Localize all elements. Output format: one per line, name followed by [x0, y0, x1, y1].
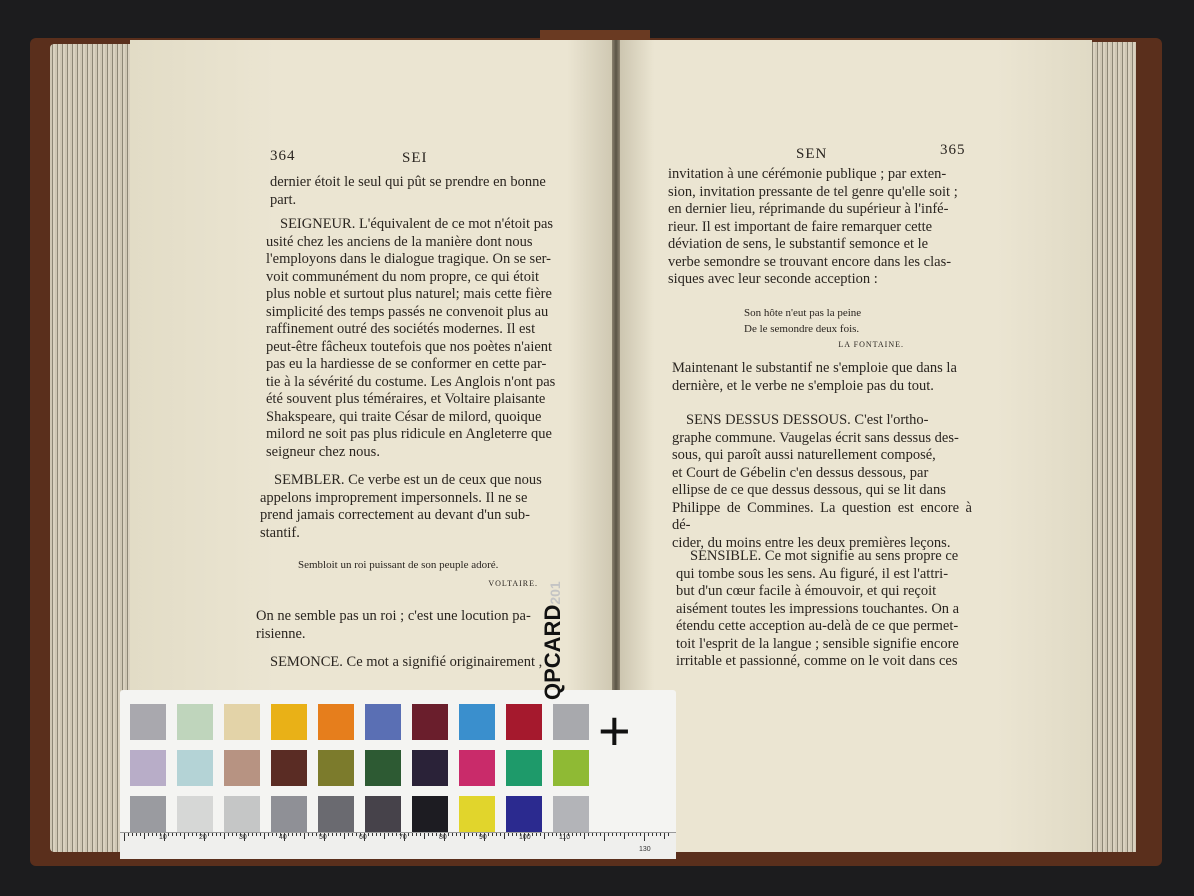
- ruler-label: 110: [559, 834, 571, 841]
- ruler-tick: [148, 833, 149, 836]
- ruler-label: 90: [479, 834, 487, 841]
- text-line: but d'un cœur facile à émouvoir, et qui reçoit: [676, 583, 937, 599]
- color-swatch: [553, 796, 589, 832]
- color-swatch: [412, 750, 448, 786]
- color-swatch: [177, 704, 213, 740]
- ruler-tick: [448, 833, 449, 836]
- ruler-tick: [124, 833, 125, 841]
- ruler-tick: [552, 833, 553, 836]
- ruler-tick: [396, 833, 397, 836]
- ruler-tick: [496, 833, 497, 836]
- text-line: appelons improprement impersonnels. Il ne se: [260, 489, 528, 506]
- left-page-number: 364: [270, 148, 296, 164]
- text-line: C'est l'ortho-: [850, 412, 929, 428]
- text-line: dernier étoit le seul qui pût se prendre en bonne: [270, 174, 546, 190]
- left-text-top: [270, 174, 568, 209]
- left-running-head: SEI: [402, 150, 428, 166]
- ruler-tick: [436, 833, 437, 836]
- ruler-label: 20: [199, 834, 207, 841]
- text-line: L'équivalent de ce mot n'étoit pas: [355, 216, 554, 232]
- color-swatch: [224, 796, 260, 832]
- ruler-tick: [516, 833, 517, 836]
- color-swatch: [177, 750, 213, 786]
- color-swatch: [506, 750, 542, 786]
- ruler-tick: [356, 833, 357, 836]
- text-line: stantif.: [260, 524, 300, 541]
- quote-line: Son hôte n'eut pas la peine: [744, 307, 862, 319]
- text-line: pas eu la hardiesse de se conformer en cette par-: [266, 356, 547, 372]
- ruler-tick: [492, 833, 493, 836]
- ruler-tick: [260, 833, 261, 836]
- ruler-tick: [408, 833, 409, 836]
- ruler-tick: [232, 833, 233, 836]
- ruler-tick: [372, 833, 373, 836]
- ruler-label: 30: [239, 834, 247, 841]
- ruler-tick: [592, 833, 593, 836]
- entry-heading: SENS DESSUS DESSOUS.: [686, 412, 851, 428]
- color-swatch: [224, 750, 260, 786]
- text-line: invitation à une cérémonie publique ; par exten-: [668, 166, 947, 182]
- ruler-tick: [272, 833, 273, 836]
- ruler-tick: [368, 833, 369, 836]
- ruler-label: 130: [639, 846, 651, 853]
- color-swatch: [318, 704, 354, 740]
- ruler-tick: [652, 833, 653, 836]
- ruler-tick: [184, 833, 185, 839]
- ruler-tick: [352, 833, 353, 836]
- text-line: sion, invitation pressante de tel genre qu'elle soit ;: [668, 183, 958, 200]
- ruler-tick: [556, 833, 557, 836]
- entry-heading: SEMONCE.: [270, 654, 343, 670]
- ruler-tick: [612, 833, 613, 836]
- text-line: qui tombe sous les sens. Au figuré, il est l'attri-: [676, 565, 949, 582]
- color-swatch: [224, 704, 260, 740]
- ruler-tick: [392, 833, 393, 836]
- text-line: prend jamais correctement au devant d'un sub-: [260, 507, 530, 523]
- text-line: irritable et passionné, comme on le voit dans ces: [676, 653, 958, 669]
- quote-line: Sembloit un roi puissant de son peuple adoré.: [298, 559, 499, 571]
- ruler-tick: [128, 833, 129, 836]
- left-quote: [298, 558, 538, 591]
- text-line: déviation de sens, le substantif semonce et le: [668, 236, 929, 252]
- ruler-tick: [344, 833, 345, 839]
- ruler-tick: [452, 833, 453, 836]
- text-line: Ce mot signifie au sens propre ce: [761, 548, 959, 564]
- color-swatch: [130, 796, 166, 832]
- quote-source: VOLTAIRE.: [488, 579, 538, 588]
- color-swatch: [459, 750, 495, 786]
- ruler-tick: [476, 833, 477, 836]
- ruler-tick: [584, 833, 585, 839]
- color-swatch: [506, 704, 542, 740]
- ruler-tick: [264, 833, 265, 839]
- ruler-tick: [188, 833, 189, 836]
- ruler-tick: [152, 833, 153, 836]
- ruler-label: 70: [399, 834, 407, 841]
- text-line: rieur. Il est important de faire remarquer cette: [668, 218, 933, 235]
- ruler-tick: [464, 833, 465, 839]
- ruler-tick: [548, 833, 549, 836]
- ruler-tick: [472, 833, 473, 836]
- color-swatch: [365, 796, 401, 832]
- text-line: milord ne soit pas plus ridicule en Angleterre que: [266, 426, 552, 442]
- ruler-tick: [664, 833, 665, 839]
- ruler-tick: [388, 833, 389, 836]
- ruler-tick: [168, 833, 169, 836]
- ruler-tick: [288, 833, 289, 836]
- right-running-head: SEN: [796, 146, 828, 162]
- ruler-tick: [316, 833, 317, 836]
- ruler-tick: [588, 833, 589, 836]
- color-swatch: [412, 796, 448, 832]
- text-line: tie à la sévérité du costume. Les Anglois n'ont pas: [266, 373, 556, 390]
- ruler-tick: [608, 833, 609, 836]
- ruler-tick: [292, 833, 293, 836]
- ruler-tick: [328, 833, 329, 836]
- text-line: simplicité des temps passés ne convenoit plus au: [266, 303, 549, 320]
- color-swatch: [459, 704, 495, 740]
- ruler-tick: [572, 833, 573, 836]
- ruler-tick: [276, 833, 277, 836]
- text-line: voit communément du nom propre, ce qui étoit: [266, 268, 540, 285]
- right-page-edges: [1090, 42, 1136, 852]
- text-line: On ne semble pas un roi ; c'est une locution pa-: [256, 608, 531, 624]
- ruler-tick: [504, 833, 505, 839]
- color-swatch: [130, 750, 166, 786]
- ruler-tick: [632, 833, 633, 836]
- text-line: risienne.: [256, 625, 306, 642]
- quote-line: De le semondre deux fois.: [744, 323, 860, 335]
- text-line: seigneur chez nous.: [266, 443, 380, 460]
- ruler-tick: [196, 833, 197, 836]
- ruler-tick: [668, 833, 669, 836]
- ruler-tick: [308, 833, 309, 836]
- ruler-tick: [300, 833, 301, 836]
- text-line: étendu cette acception au-delà de ce que permet-: [676, 618, 959, 634]
- ruler-tick: [644, 833, 645, 841]
- brand-model: 201: [547, 581, 563, 605]
- text-line: toit l'esprit de la langue ; sensible signifie encore: [676, 635, 959, 652]
- ruler-tick: [296, 833, 297, 836]
- text-line: dernière, et le verbe ne s'emploie pas du tout.: [672, 377, 934, 394]
- ruler-tick: [424, 833, 425, 839]
- ruler-tick: [132, 833, 133, 836]
- ruler-tick: [576, 833, 577, 836]
- ruler-tick: [192, 833, 193, 836]
- text-line: été souvent plus téméraires, et Voltaire plaisante: [266, 391, 546, 407]
- ruler-tick: [216, 833, 217, 836]
- crosshair-mark: +: [598, 699, 631, 762]
- color-swatch: [365, 750, 401, 786]
- entry-sensible: [676, 548, 974, 671]
- text-line: et Court de Gébelin c'en dessus dessous, par: [672, 464, 929, 481]
- ruler-tick: [236, 833, 237, 836]
- color-swatch: [318, 796, 354, 832]
- brand-name: QPCARD: [540, 604, 565, 700]
- text-line: plus noble et surtout plus naturel; mais cette fière: [266, 286, 552, 302]
- text-line: verbe semondre se trouvant encore dans les clas-: [668, 253, 952, 270]
- ruler-tick: [180, 833, 181, 836]
- ruler-tick: [224, 833, 225, 839]
- text-line: raffinement outré des sociétés modernes. Il est: [266, 321, 536, 337]
- text-line: Shakspeare, qui traite César de milord, quoique: [266, 408, 542, 425]
- ruler-tick: [628, 833, 629, 836]
- ruler-tick: [532, 833, 533, 836]
- entry-seigneur: [266, 216, 566, 461]
- ruler-tick: [616, 833, 617, 836]
- left-after-quote: [256, 608, 556, 643]
- ruler-tick: [432, 833, 433, 836]
- text-line: siques avec leur seconde acception :: [668, 271, 878, 287]
- text-line: sous, qui paroît aussi naturellement composé,: [672, 447, 936, 463]
- ruler-tick: [512, 833, 513, 836]
- ruler-tick: [336, 833, 337, 836]
- ruler-tick: [380, 833, 381, 836]
- right-after-quote: [672, 360, 970, 395]
- ruler-tick: [416, 833, 417, 836]
- ruler-tick: [600, 833, 601, 836]
- color-swatch: [553, 704, 589, 740]
- ruler-label: 10: [159, 834, 167, 841]
- ruler-tick: [656, 833, 657, 836]
- ruler-label: 50: [319, 834, 327, 841]
- ruler-tick: [268, 833, 269, 836]
- ruler-tick: [412, 833, 413, 836]
- card-brand: [540, 581, 566, 700]
- ruler-tick: [228, 833, 229, 836]
- entry-heading: SENSIBLE.: [690, 548, 762, 564]
- ruler-label: 100: [519, 834, 531, 841]
- ruler-tick: [648, 833, 649, 836]
- color-swatch: [553, 750, 589, 786]
- text-line: Maintenant le substantif ne s'emploie que dans la: [672, 360, 957, 376]
- color-swatch: [271, 796, 307, 832]
- ruler-tick: [176, 833, 177, 836]
- text-line: peut-être fâcheux toutefois que nos poètes n'aient: [266, 338, 553, 355]
- text-line: Philippe de Commines. La question est encore à dé-: [672, 499, 972, 533]
- ruler-tick: [312, 833, 313, 836]
- color-swatch: [506, 796, 542, 832]
- ruler-tick: [172, 833, 173, 836]
- ruler-tick: [208, 833, 209, 836]
- color-swatch: [365, 704, 401, 740]
- ruler-tick: [468, 833, 469, 836]
- ruler-label: 80: [439, 834, 447, 841]
- right-quote: [744, 306, 904, 352]
- color-swatch: [271, 750, 307, 786]
- text-line: Ce verbe est un de ceux que nous: [344, 472, 542, 488]
- ruler-tick: [420, 833, 421, 836]
- ruler-tick: [620, 833, 621, 836]
- ruler-tick: [156, 833, 157, 836]
- color-swatch: [412, 704, 448, 740]
- ruler-label: 60: [359, 834, 367, 841]
- ruler-tick: [536, 833, 537, 836]
- ruler-tick: [220, 833, 221, 836]
- color-swatch: [177, 796, 213, 832]
- ruler-tick: [540, 833, 541, 836]
- text-line: graphe commune. Vaugelas écrit sans dessus des-: [672, 429, 959, 446]
- ruler-tick: [348, 833, 349, 836]
- ruler-tick: [508, 833, 509, 836]
- ruler: [120, 832, 676, 859]
- entry-semonce: [256, 654, 556, 672]
- entry-sembler: [260, 472, 560, 542]
- text-line: cider, du moins entre les deux premières leçons.: [672, 534, 951, 551]
- ruler-tick: [640, 833, 641, 836]
- text-line: aisément toutes les impressions touchantes. On a: [676, 600, 960, 617]
- ruler-tick: [544, 833, 545, 839]
- ruler-tick: [340, 833, 341, 836]
- text-line: usité chez les anciens de la manière dont nous: [266, 233, 533, 250]
- text-line: Ce mot a signifié originairement ,: [342, 654, 543, 670]
- color-swatch: [459, 796, 495, 832]
- ruler-tick: [428, 833, 429, 836]
- ruler-tick: [624, 833, 625, 839]
- ruler-label: 40: [279, 834, 287, 841]
- right-page-number: 365: [940, 142, 966, 158]
- ruler-tick: [212, 833, 213, 836]
- ruler-tick: [604, 833, 605, 841]
- ruler-tick: [580, 833, 581, 836]
- color-swatch: [271, 704, 307, 740]
- ruler-tick: [660, 833, 661, 836]
- entry-sens-dessus-dessous: [672, 412, 972, 552]
- color-swatch: [318, 750, 354, 786]
- ruler-tick: [596, 833, 597, 836]
- entry-heading: SEIGNEUR.: [280, 216, 356, 232]
- ruler-tick: [488, 833, 489, 836]
- ruler-tick: [252, 833, 253, 836]
- right-text-top: [668, 166, 968, 289]
- ruler-tick: [304, 833, 305, 839]
- text-line: l'employons dans le dialogue tragique. On se ser-: [266, 251, 552, 267]
- ruler-tick: [248, 833, 249, 836]
- ruler-tick: [136, 833, 137, 836]
- ruler-tick: [140, 833, 141, 836]
- ruler-tick: [384, 833, 385, 839]
- ruler-tick: [332, 833, 333, 836]
- text-line: en dernier lieu, réprimande du supérieur à l'infé-: [668, 201, 949, 217]
- ruler-tick: [144, 833, 145, 839]
- text-line: part.: [270, 191, 297, 208]
- ruler-tick: [636, 833, 637, 836]
- color-swatch: [130, 704, 166, 740]
- ruler-tick: [256, 833, 257, 836]
- ruler-tick: [460, 833, 461, 836]
- ruler-tick: [456, 833, 457, 836]
- quote-source: LA FONTAINE.: [838, 340, 904, 349]
- text-line: ellipse de ce que dessus dessous, qui se lit dans: [672, 482, 946, 498]
- color-calibration-card: [120, 690, 676, 858]
- ruler-tick: [376, 833, 377, 836]
- ruler-tick: [500, 833, 501, 836]
- entry-heading: SEMBLER.: [274, 472, 345, 488]
